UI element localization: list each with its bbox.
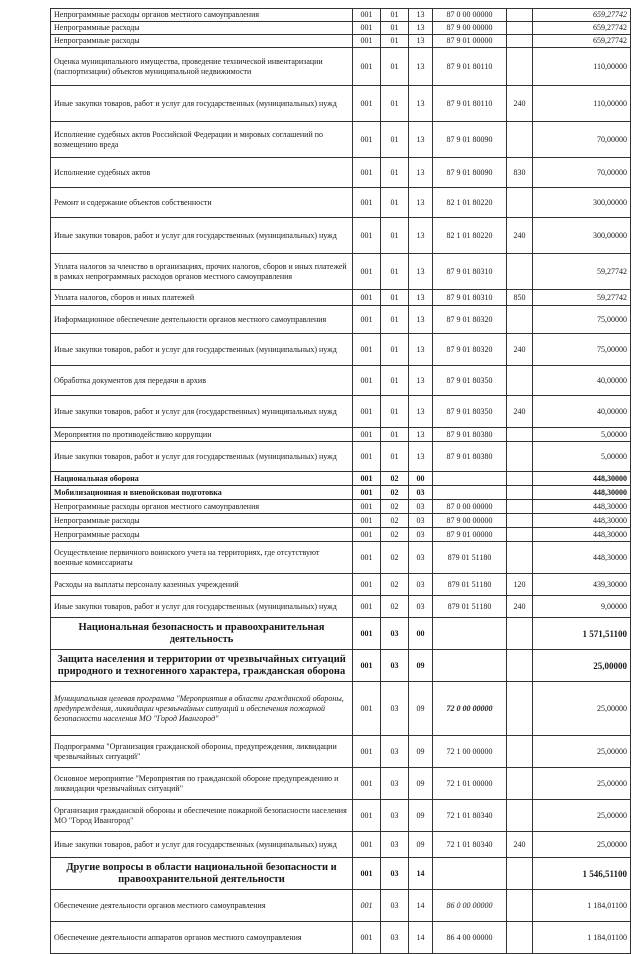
row-name-cell: Национальная оборона xyxy=(51,472,353,486)
row-name-cell: Иные закупки товаров, работ и услуг для государственных (муниципальных) нужд xyxy=(51,442,353,472)
row-amount-cell: 659,27742 xyxy=(533,9,631,22)
row-expense-type-cell xyxy=(507,472,533,486)
row-expense-type-cell xyxy=(507,542,533,574)
row-expense-type-cell xyxy=(507,254,533,290)
row-name-cell: Ремонт и содержание объектов собственности xyxy=(51,188,353,218)
row-expense-type-cell xyxy=(507,618,533,650)
row-name-cell: Информационное обеспечение деятельности органов местного самоуправления xyxy=(51,306,353,334)
budget-rows xyxy=(51,9,631,954)
row-section-cell: 02 xyxy=(381,500,409,514)
row-amount-cell: 659,27742 xyxy=(533,22,631,35)
row-expense-type-cell xyxy=(507,858,533,890)
row-expense-type-cell xyxy=(507,768,533,800)
row-section-cell: 02 xyxy=(381,542,409,574)
row-section-cell: 03 xyxy=(381,922,409,954)
row-target-cell xyxy=(433,472,507,486)
row-code-cell: 001 xyxy=(353,218,381,254)
table-row xyxy=(51,442,631,472)
table-row xyxy=(51,922,631,954)
table-row xyxy=(51,486,631,500)
row-subsection-cell: 13 xyxy=(409,254,433,290)
row-amount-cell: 25,00000 xyxy=(533,768,631,800)
row-amount-cell: 25,00000 xyxy=(533,650,631,682)
row-subsection-cell: 13 xyxy=(409,306,433,334)
row-expense-type-cell xyxy=(507,682,533,736)
table-row xyxy=(51,800,631,832)
row-name-cell: Основное мероприятие "Мероприятия по гражданской обороне предупреждению и ликвидации чрезвычайных ситуаций" xyxy=(51,768,353,800)
row-target-cell: 87 9 01 80310 xyxy=(433,290,507,306)
row-target-cell: 87 9 01 80380 xyxy=(433,428,507,442)
row-amount-cell: 9,00000 xyxy=(533,596,631,618)
row-subsection-cell: 14 xyxy=(409,890,433,922)
row-target-cell xyxy=(433,618,507,650)
row-section-cell: 01 xyxy=(381,306,409,334)
row-expense-type-cell xyxy=(507,35,533,48)
row-name-cell: Оценка муниципального имущества, проведение технической инвентаризации (паспортизации) объектов муниципальной недвижимости xyxy=(51,48,353,86)
row-code-cell: 001 xyxy=(353,542,381,574)
row-name-cell: Непрограммные расходы органов местного самоуправления xyxy=(51,9,353,22)
row-amount-cell: 300,00000 xyxy=(533,188,631,218)
table-row xyxy=(51,618,631,650)
row-subsection-cell: 09 xyxy=(409,736,433,768)
row-name-cell: Расходы на выплаты персоналу казенных учреждений xyxy=(51,574,353,596)
row-expense-type-cell xyxy=(507,736,533,768)
row-expense-type-cell xyxy=(507,48,533,86)
row-name-cell: Обеспечение деятельности аппаратов органов местного самоуправления xyxy=(51,922,353,954)
row-expense-type-cell: 240 xyxy=(507,832,533,858)
table-row xyxy=(51,650,631,682)
table-row xyxy=(51,574,631,596)
table-row xyxy=(51,366,631,396)
row-amount-cell: 448,30000 xyxy=(533,542,631,574)
row-target-cell: 72 1 01 80340 xyxy=(433,800,507,832)
row-expense-type-cell: 830 xyxy=(507,158,533,188)
row-section-cell: 01 xyxy=(381,396,409,428)
row-amount-cell: 25,00000 xyxy=(533,736,631,768)
row-amount-cell: 59,27742 xyxy=(533,290,631,306)
row-section-cell: 02 xyxy=(381,574,409,596)
row-name-cell: Уплата налогов за членство в организациях, прочих налогов, сборов и иных платежей в рамках непрограммных расходов органов местного самоуправления xyxy=(51,254,353,290)
row-target-cell xyxy=(433,650,507,682)
row-amount-cell: 110,00000 xyxy=(533,48,631,86)
row-name-cell: Непрограммные расходы xyxy=(51,35,353,48)
row-name-cell: Национальная безопасность и правоохранительная деятельность xyxy=(51,618,353,650)
table-row xyxy=(51,500,631,514)
row-amount-cell: 1 184,01100 xyxy=(533,890,631,922)
row-section-cell: 03 xyxy=(381,890,409,922)
table-row xyxy=(51,472,631,486)
row-amount-cell: 5,00000 xyxy=(533,428,631,442)
row-section-cell: 01 xyxy=(381,122,409,158)
row-section-cell: 01 xyxy=(381,218,409,254)
row-target-cell: 72 1 01 80340 xyxy=(433,832,507,858)
row-code-cell: 001 xyxy=(353,158,381,188)
row-amount-cell: 448,30000 xyxy=(533,514,631,528)
row-name-cell: Иные закупки товаров, работ и услуг для государственных (муниципальных) нужд xyxy=(51,218,353,254)
table-row xyxy=(51,890,631,922)
table-row xyxy=(51,158,631,188)
row-subsection-cell: 03 xyxy=(409,542,433,574)
row-subsection-cell: 03 xyxy=(409,514,433,528)
row-subsection-cell: 13 xyxy=(409,396,433,428)
row-code-cell: 001 xyxy=(353,366,381,396)
row-code-cell: 001 xyxy=(353,306,381,334)
row-code-cell: 001 xyxy=(353,528,381,542)
row-subsection-cell: 13 xyxy=(409,48,433,86)
row-amount-cell: 59,27742 xyxy=(533,254,631,290)
row-subsection-cell: 09 xyxy=(409,682,433,736)
row-subsection-cell: 03 xyxy=(409,596,433,618)
row-code-cell: 001 xyxy=(353,472,381,486)
table-row xyxy=(51,514,631,528)
table-row xyxy=(51,188,631,218)
budget-table xyxy=(50,8,631,954)
row-section-cell: 01 xyxy=(381,86,409,122)
row-name-cell: Иные закупки товаров, работ и услуг для государственных (муниципальных) нужд xyxy=(51,86,353,122)
row-section-cell: 03 xyxy=(381,736,409,768)
row-expense-type-cell xyxy=(507,528,533,542)
row-subsection-cell: 00 xyxy=(409,618,433,650)
row-name-cell: Защита населения и территории от чрезвычайных ситуаций природного и техногенного характера, гражданская оборона xyxy=(51,650,353,682)
row-name-cell: Уплата налогов, сборов и иных платежей xyxy=(51,290,353,306)
row-name-cell: Обеспечение деятельности органов местного самоуправления xyxy=(51,890,353,922)
row-name-cell: Другие вопросы в области национальной безопасности и правоохранительной деятельности xyxy=(51,858,353,890)
table-row xyxy=(51,736,631,768)
table-row xyxy=(51,596,631,618)
row-amount-cell: 75,00000 xyxy=(533,334,631,366)
row-expense-type-cell xyxy=(507,500,533,514)
row-subsection-cell: 13 xyxy=(409,334,433,366)
row-code-cell: 001 xyxy=(353,618,381,650)
table-row xyxy=(51,334,631,366)
row-amount-cell: 70,00000 xyxy=(533,158,631,188)
row-code-cell: 001 xyxy=(353,9,381,22)
row-section-cell: 02 xyxy=(381,596,409,618)
row-target-cell xyxy=(433,858,507,890)
row-target-cell: 879 01 51180 xyxy=(433,574,507,596)
row-target-cell: 87 9 01 00000 xyxy=(433,35,507,48)
row-amount-cell: 659,27742 xyxy=(533,35,631,48)
row-section-cell: 03 xyxy=(381,682,409,736)
row-name-cell: Муниципальная целевая программа "Мероприятия в области гражданской обороны, предупреждения, ликвидации чрезвычайных ситуаций и обеспечения пожарной безопасности населения МО "Город Ивангород" xyxy=(51,682,353,736)
row-code-cell: 001 xyxy=(353,442,381,472)
row-subsection-cell: 13 xyxy=(409,428,433,442)
table-row xyxy=(51,396,631,428)
table-row xyxy=(51,218,631,254)
row-expense-type-cell xyxy=(507,800,533,832)
row-section-cell: 01 xyxy=(381,334,409,366)
row-target-cell: 87 9 01 80320 xyxy=(433,334,507,366)
row-section-cell: 02 xyxy=(381,472,409,486)
row-target-cell: 86 4 00 00000 xyxy=(433,922,507,954)
row-name-cell: Организация гражданской обороны и обеспечение пожарной безопасности населения МО "Город Ивангород" xyxy=(51,800,353,832)
row-target-cell: 82 1 01 80220 xyxy=(433,218,507,254)
row-section-cell: 03 xyxy=(381,650,409,682)
row-code-cell: 001 xyxy=(353,890,381,922)
row-subsection-cell: 13 xyxy=(409,122,433,158)
row-code-cell: 001 xyxy=(353,768,381,800)
row-expense-type-cell xyxy=(507,366,533,396)
row-subsection-cell: 13 xyxy=(409,218,433,254)
row-code-cell: 001 xyxy=(353,254,381,290)
row-expense-type-cell xyxy=(507,188,533,218)
row-subsection-cell: 09 xyxy=(409,832,433,858)
row-section-cell: 01 xyxy=(381,35,409,48)
row-name-cell: Непрограммные расходы xyxy=(51,22,353,35)
row-amount-cell: 5,00000 xyxy=(533,442,631,472)
row-subsection-cell: 13 xyxy=(409,158,433,188)
row-amount-cell: 70,00000 xyxy=(533,122,631,158)
row-expense-type-cell xyxy=(507,9,533,22)
table-row xyxy=(51,682,631,736)
row-name-cell: Иные закупки товаров, работ и услуг для государственных (муниципальных) нужд xyxy=(51,596,353,618)
table-row xyxy=(51,542,631,574)
row-subsection-cell: 03 xyxy=(409,574,433,596)
row-expense-type-cell xyxy=(507,890,533,922)
row-code-cell: 001 xyxy=(353,832,381,858)
row-target-cell: 72 1 00 00000 xyxy=(433,736,507,768)
row-expense-type-cell: 240 xyxy=(507,334,533,366)
row-code-cell: 001 xyxy=(353,334,381,366)
row-expense-type-cell: 850 xyxy=(507,290,533,306)
row-code-cell: 001 xyxy=(353,596,381,618)
row-code-cell: 001 xyxy=(353,486,381,500)
row-section-cell: 02 xyxy=(381,528,409,542)
row-name-cell: Иные закупки товаров, работ и услуг для государственных (муниципальных) нужд xyxy=(51,832,353,858)
row-amount-cell: 75,00000 xyxy=(533,306,631,334)
table-row xyxy=(51,86,631,122)
row-subsection-cell: 03 xyxy=(409,528,433,542)
row-section-cell: 01 xyxy=(381,22,409,35)
row-subsection-cell: 13 xyxy=(409,442,433,472)
row-amount-cell: 1 571,51100 xyxy=(533,618,631,650)
row-expense-type-cell xyxy=(507,922,533,954)
row-target-cell: 87 0 00 00000 xyxy=(433,9,507,22)
row-expense-type-cell xyxy=(507,514,533,528)
row-amount-cell: 448,30000 xyxy=(533,500,631,514)
row-section-cell: 01 xyxy=(381,366,409,396)
row-expense-type-cell xyxy=(507,442,533,472)
row-subsection-cell: 13 xyxy=(409,290,433,306)
row-section-cell: 01 xyxy=(381,9,409,22)
row-section-cell: 01 xyxy=(381,254,409,290)
table-row xyxy=(51,9,631,22)
row-name-cell: Исполнение судебных актов Российской Федерации и мировых соглашений по возмещению вреда xyxy=(51,122,353,158)
row-subsection-cell: 13 xyxy=(409,9,433,22)
row-amount-cell: 1 546,51100 xyxy=(533,858,631,890)
row-section-cell: 02 xyxy=(381,514,409,528)
row-name-cell: Обработка документов для передачи в архив xyxy=(51,366,353,396)
row-code-cell: 001 xyxy=(353,48,381,86)
row-subsection-cell: 09 xyxy=(409,768,433,800)
row-name-cell: Иные закупки товаров, работ и услуг для государственных (муниципальных) нужд xyxy=(51,334,353,366)
row-target-cell: 87 9 00 00000 xyxy=(433,22,507,35)
row-code-cell: 001 xyxy=(353,86,381,122)
row-section-cell: 03 xyxy=(381,618,409,650)
row-expense-type-cell xyxy=(507,122,533,158)
table-row xyxy=(51,290,631,306)
row-code-cell: 001 xyxy=(353,514,381,528)
row-section-cell: 02 xyxy=(381,486,409,500)
row-name-cell: Непрограммные расходы органов местного самоуправления xyxy=(51,500,353,514)
row-subsection-cell: 13 xyxy=(409,188,433,218)
row-name-cell: Непрограммные расходы xyxy=(51,528,353,542)
table-row xyxy=(51,22,631,35)
row-target-cell: 87 9 01 80320 xyxy=(433,306,507,334)
row-amount-cell: 110,00000 xyxy=(533,86,631,122)
row-code-cell: 001 xyxy=(353,574,381,596)
row-target-cell: 87 9 01 80110 xyxy=(433,48,507,86)
row-subsection-cell: 00 xyxy=(409,472,433,486)
row-subsection-cell: 14 xyxy=(409,922,433,954)
table-row xyxy=(51,306,631,334)
row-target-cell: 82 1 01 80220 xyxy=(433,188,507,218)
row-code-cell: 001 xyxy=(353,736,381,768)
row-target-cell: 72 0 00 00000 xyxy=(433,682,507,736)
table-row xyxy=(51,528,631,542)
row-code-cell: 001 xyxy=(353,800,381,832)
row-section-cell: 01 xyxy=(381,48,409,86)
row-section-cell: 03 xyxy=(381,768,409,800)
row-code-cell: 001 xyxy=(353,858,381,890)
row-subsection-cell: 13 xyxy=(409,86,433,122)
row-subsection-cell: 03 xyxy=(409,500,433,514)
row-subsection-cell: 14 xyxy=(409,858,433,890)
row-name-cell: Мероприятия по противодействию коррупции xyxy=(51,428,353,442)
row-expense-type-cell: 240 xyxy=(507,86,533,122)
table-row xyxy=(51,832,631,858)
table-row xyxy=(51,122,631,158)
table-row xyxy=(51,428,631,442)
row-code-cell: 001 xyxy=(353,500,381,514)
row-target-cell: 87 9 01 80110 xyxy=(433,86,507,122)
row-section-cell: 03 xyxy=(381,800,409,832)
row-subsection-cell: 03 xyxy=(409,486,433,500)
row-target-cell: 86 0 00 00000 xyxy=(433,890,507,922)
row-target-cell: 879 01 51180 xyxy=(433,596,507,618)
row-target-cell: 87 9 01 80310 xyxy=(433,254,507,290)
row-code-cell: 001 xyxy=(353,35,381,48)
row-amount-cell: 448,30000 xyxy=(533,472,631,486)
row-section-cell: 01 xyxy=(381,158,409,188)
row-expense-type-cell xyxy=(507,428,533,442)
row-name-cell: Мобилизационная и вневойсковая подготовка xyxy=(51,486,353,500)
table-row xyxy=(51,858,631,890)
row-subsection-cell: 09 xyxy=(409,650,433,682)
row-target-cell xyxy=(433,486,507,500)
row-target-cell: 87 9 01 80090 xyxy=(433,158,507,188)
row-expense-type-cell: 240 xyxy=(507,396,533,428)
row-amount-cell: 300,00000 xyxy=(533,218,631,254)
row-code-cell: 001 xyxy=(353,650,381,682)
row-name-cell: Непрограммные расходы xyxy=(51,514,353,528)
row-code-cell: 001 xyxy=(353,428,381,442)
row-section-cell: 01 xyxy=(381,428,409,442)
row-code-cell: 001 xyxy=(353,290,381,306)
row-target-cell: 87 9 01 80090 xyxy=(433,122,507,158)
row-target-cell: 87 9 01 80380 xyxy=(433,442,507,472)
row-target-cell: 72 1 01 00000 xyxy=(433,768,507,800)
row-code-cell: 001 xyxy=(353,122,381,158)
row-expense-type-cell xyxy=(507,650,533,682)
row-amount-cell: 25,00000 xyxy=(533,682,631,736)
row-subsection-cell: 13 xyxy=(409,35,433,48)
row-amount-cell: 25,00000 xyxy=(533,832,631,858)
row-section-cell: 01 xyxy=(381,290,409,306)
row-target-cell: 87 0 00 00000 xyxy=(433,500,507,514)
row-name-cell: Подпрограмма "Организация гражданской обороны, предупреждения, ликвидации чрезвычайных ситуаций" xyxy=(51,736,353,768)
row-expense-type-cell xyxy=(507,486,533,500)
row-section-cell: 01 xyxy=(381,188,409,218)
row-target-cell: 87 9 00 00000 xyxy=(433,514,507,528)
row-amount-cell: 448,30000 xyxy=(533,528,631,542)
row-target-cell: 879 01 51180 xyxy=(433,542,507,574)
row-target-cell: 87 9 01 80350 xyxy=(433,396,507,428)
row-expense-type-cell: 240 xyxy=(507,218,533,254)
row-code-cell: 001 xyxy=(353,922,381,954)
table-row xyxy=(51,768,631,800)
row-target-cell: 87 9 01 00000 xyxy=(433,528,507,542)
row-target-cell: 87 9 01 80350 xyxy=(433,366,507,396)
row-amount-cell: 40,00000 xyxy=(533,366,631,396)
table-row xyxy=(51,254,631,290)
row-code-cell: 001 xyxy=(353,22,381,35)
row-name-cell: Осуществление первичного воинского учета на территориях, где отсутствуют военные комиссариаты xyxy=(51,542,353,574)
row-name-cell: Иные закупки товаров, работ и услуг для (государственных) муниципальных нужд xyxy=(51,396,353,428)
row-expense-type-cell xyxy=(507,22,533,35)
row-code-cell: 001 xyxy=(353,396,381,428)
row-section-cell: 03 xyxy=(381,858,409,890)
row-section-cell: 01 xyxy=(381,442,409,472)
row-expense-type-cell: 240 xyxy=(507,596,533,618)
row-amount-cell: 1 184,01100 xyxy=(533,922,631,954)
row-expense-type-cell: 120 xyxy=(507,574,533,596)
row-subsection-cell: 09 xyxy=(409,800,433,832)
row-section-cell: 03 xyxy=(381,832,409,858)
row-amount-cell: 25,00000 xyxy=(533,800,631,832)
row-code-cell: 001 xyxy=(353,188,381,218)
row-amount-cell: 448,30000 xyxy=(533,486,631,500)
row-amount-cell: 40,00000 xyxy=(533,396,631,428)
budget-sheet xyxy=(50,8,630,954)
row-expense-type-cell xyxy=(507,306,533,334)
row-code-cell: 001 xyxy=(353,682,381,736)
row-subsection-cell: 13 xyxy=(409,22,433,35)
row-name-cell: Исполнение судебных актов xyxy=(51,158,353,188)
table-row xyxy=(51,35,631,48)
row-subsection-cell: 13 xyxy=(409,366,433,396)
table-row xyxy=(51,48,631,86)
row-amount-cell: 439,30000 xyxy=(533,574,631,596)
